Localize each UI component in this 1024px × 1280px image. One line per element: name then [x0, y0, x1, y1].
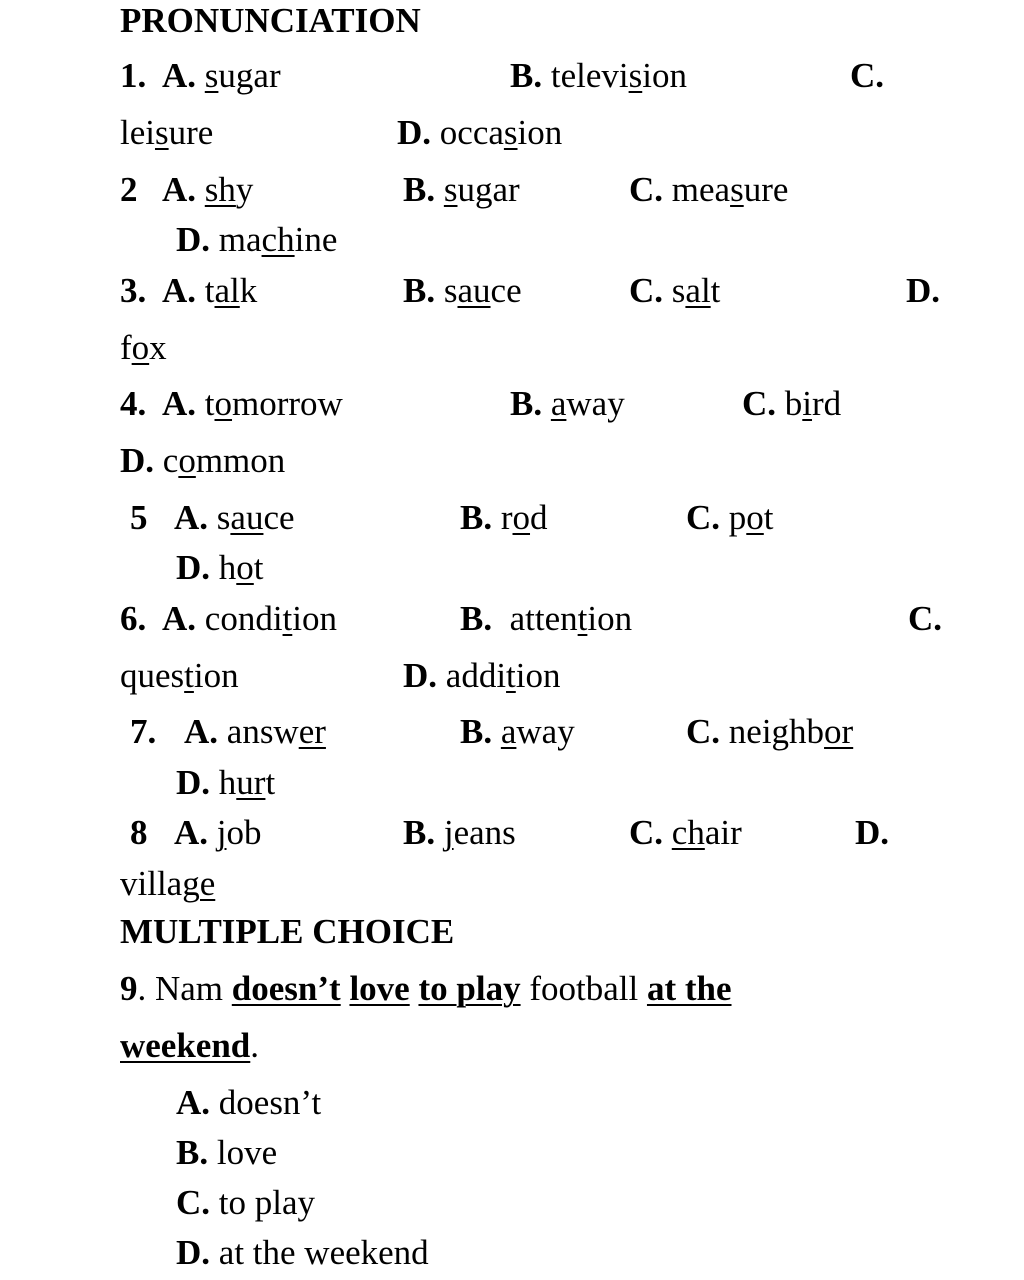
- option-letter: B.: [510, 56, 543, 95]
- word-part: rd: [812, 384, 842, 423]
- option-word: [205, 384, 343, 423]
- underlined-sound: s: [154, 113, 169, 152]
- underlined-sound: o: [131, 328, 150, 367]
- option-letter: D.: [176, 763, 211, 802]
- spacer: [196, 170, 205, 209]
- word-part: ion: [642, 56, 687, 95]
- spacer: [210, 548, 219, 587]
- spacer: [208, 498, 217, 537]
- question-9-line1: [138, 969, 732, 1008]
- underlined-sound: al: [685, 271, 711, 310]
- answer-option-a[interactable]: [176, 1085, 321, 1120]
- option-word: [444, 170, 520, 209]
- spacer: [431, 113, 440, 152]
- word-part: s: [671, 271, 686, 310]
- answer-option-b[interactable]: [460, 500, 548, 535]
- option-letter: B.: [403, 813, 436, 852]
- underlined-sound: i: [802, 384, 813, 423]
- word-part: lei: [120, 113, 155, 152]
- answer-option-d[interactable]: [176, 550, 264, 585]
- answer-option-b[interactable]: [403, 273, 522, 308]
- question-number: 7.: [130, 712, 157, 751]
- spacer: [542, 384, 551, 423]
- option-letter: B.: [460, 498, 493, 537]
- spacer: [210, 1083, 219, 1122]
- word-part: h: [218, 763, 237, 802]
- underlined-sound: s: [503, 113, 518, 152]
- question-9-line2: [120, 1026, 259, 1065]
- underlined-sound: a: [500, 712, 517, 751]
- underlined-sound: o: [746, 498, 764, 537]
- word-part: atten: [509, 599, 578, 638]
- option-text: doesn’t: [218, 1083, 322, 1122]
- underlined-sound: ur: [236, 763, 266, 802]
- answer-option-a[interactable]: [174, 815, 262, 850]
- option-letter: C.: [908, 599, 943, 638]
- word-part: r: [500, 498, 513, 537]
- option-word: [163, 441, 286, 480]
- option-word: [501, 712, 575, 751]
- word-part: answ: [226, 712, 299, 751]
- underlined-sound: t: [577, 599, 588, 638]
- option-letter: D.: [397, 113, 432, 152]
- option-word: [672, 170, 789, 209]
- option-letter: A.: [174, 813, 209, 852]
- word-part: s: [443, 271, 458, 310]
- underlined-sound: o: [178, 441, 196, 480]
- spacer: [435, 170, 444, 209]
- option-word: [219, 220, 338, 259]
- option-letter: A.: [162, 384, 197, 423]
- answer-option-d[interactable]: [176, 765, 275, 800]
- word-part: c: [162, 441, 179, 480]
- word-part: t: [204, 271, 215, 310]
- option-letter: C.: [629, 271, 664, 310]
- option-word: [120, 656, 239, 695]
- spacer: [196, 56, 205, 95]
- word-part: ugar: [218, 56, 281, 95]
- spacer: [492, 599, 510, 638]
- option-word: [219, 763, 275, 802]
- answer-option-d[interactable]: [176, 222, 337, 257]
- answer-option-a[interactable]: [174, 500, 295, 535]
- underlined-sound: o: [236, 548, 254, 587]
- answer-option-b[interactable]: [403, 172, 520, 207]
- option-letter: C.: [176, 1183, 211, 1222]
- option-letter: C.: [686, 712, 721, 751]
- underlined-sound: j: [216, 813, 227, 852]
- question-number: 6.: [120, 599, 147, 638]
- option-letter: A.: [162, 56, 197, 95]
- option-text: to play: [218, 1183, 316, 1222]
- word-part: ion: [587, 599, 633, 638]
- stem-text: .: [250, 1026, 260, 1065]
- word-part: neighb: [728, 712, 825, 751]
- spacer: [776, 384, 785, 423]
- option-letter: C.: [629, 170, 664, 209]
- option-letter: A.: [162, 599, 197, 638]
- answer-option-d[interactable]: [120, 443, 285, 478]
- option-letter: D.: [176, 548, 211, 587]
- spacer: [542, 56, 551, 95]
- option-letter: D.: [403, 656, 438, 695]
- underlined-sound: er: [298, 712, 326, 751]
- underlined-phrase: doesn’t: [231, 969, 341, 1008]
- option-word: [729, 712, 853, 751]
- answer-option-c[interactable]: [686, 714, 853, 749]
- option-letter: A.: [162, 271, 197, 310]
- option-word: [444, 813, 516, 852]
- option-word: [551, 56, 687, 95]
- option-word: [205, 56, 281, 95]
- word-part: condi: [204, 599, 283, 638]
- option-letter: B.: [176, 1133, 209, 1172]
- option-word: [205, 271, 258, 310]
- word-part: k: [239, 271, 258, 310]
- underlined-sound: s: [443, 170, 458, 209]
- answer-option-c[interactable]: [120, 115, 213, 150]
- underlined-sound: ch: [261, 220, 295, 259]
- spacer: [720, 498, 729, 537]
- question-number: 5: [130, 498, 148, 537]
- option-text: love: [216, 1133, 278, 1172]
- spacer: [196, 599, 205, 638]
- option-letter: D.: [855, 813, 890, 852]
- spacer: [210, 1233, 219, 1272]
- spacer: [435, 813, 444, 852]
- word-part: ion: [517, 113, 563, 152]
- heading-pronunciation: PRONUNCIATION: [120, 1, 421, 40]
- answer-option-a[interactable]: [184, 714, 326, 749]
- question-9-stem-line2: [120, 1028, 259, 1063]
- word-part: t: [253, 548, 264, 587]
- word-part: ugar: [457, 170, 520, 209]
- answer-option-c[interactable]: [629, 273, 720, 308]
- word-part: x: [149, 328, 167, 367]
- word-part: addi: [445, 656, 507, 695]
- word-part: d: [530, 498, 548, 537]
- word-part: b: [784, 384, 803, 423]
- spacer: [663, 271, 672, 310]
- word-part: f: [120, 328, 132, 367]
- question-number: 2: [120, 170, 138, 209]
- underlined-sound: a: [550, 384, 567, 423]
- word-part: eans: [453, 813, 516, 852]
- word-part: ion: [292, 599, 338, 638]
- answer-option-a[interactable]: [162, 386, 343, 421]
- answer-option-b[interactable]: [460, 601, 632, 636]
- answer-option-d[interactable]: [176, 1235, 429, 1270]
- answer-option-d[interactable]: [120, 866, 215, 901]
- spacer: [210, 763, 219, 802]
- spacer: [210, 1183, 219, 1222]
- word-part: t: [204, 384, 215, 423]
- option-word: [501, 498, 548, 537]
- spacer: [435, 271, 444, 310]
- underlined-sound: ge: [182, 864, 216, 903]
- underlined-phrase: to play: [418, 969, 521, 1008]
- answer-option-c[interactable]: [742, 386, 841, 421]
- word-part: ure: [743, 170, 789, 209]
- answer-option-c[interactable]: [176, 1185, 315, 1220]
- option-letter: A.: [184, 712, 219, 751]
- spacer: [196, 271, 205, 310]
- option-letter: B.: [403, 170, 436, 209]
- word-part: ure: [168, 113, 214, 152]
- underlined-sound: au: [230, 498, 264, 537]
- option-word: [444, 271, 522, 310]
- answer-option-b[interactable]: [460, 714, 575, 749]
- option-text: at the weekend: [218, 1233, 429, 1272]
- word-part: morrow: [232, 384, 343, 423]
- option-word: [120, 864, 215, 903]
- option-word: [672, 813, 742, 852]
- spacer: [663, 813, 672, 852]
- option-word: [672, 271, 721, 310]
- word-part: occa: [439, 113, 504, 152]
- word-part: ion: [515, 656, 561, 695]
- answer-option-b[interactable]: [403, 815, 516, 850]
- option-letter: C.: [629, 813, 664, 852]
- stem-text: . Nam: [137, 969, 232, 1008]
- word-part: p: [728, 498, 747, 537]
- word-part: ques: [120, 656, 185, 695]
- option-word: [120, 328, 167, 367]
- option-word: [785, 384, 841, 423]
- option-word: [205, 170, 254, 209]
- question-number: 1.: [120, 56, 147, 95]
- underlined-sound: sh: [204, 170, 236, 209]
- word-part: televi: [550, 56, 629, 95]
- spacer: [210, 220, 219, 259]
- spacer: [208, 813, 217, 852]
- underlined-phrase: at the: [646, 969, 732, 1008]
- answer-option-c[interactable]: [629, 815, 742, 850]
- question-9-stem: [120, 971, 732, 1006]
- word-part: t: [763, 498, 774, 537]
- word-part: t: [265, 763, 276, 802]
- answer-option-a[interactable]: [162, 172, 253, 207]
- option-letter: A.: [176, 1083, 211, 1122]
- option-letter: C.: [742, 384, 777, 423]
- answer-option-c[interactable]: [629, 172, 788, 207]
- underlined-phrase: love: [349, 969, 410, 1008]
- underlined-sound: t: [282, 599, 293, 638]
- option-word: [729, 498, 774, 537]
- option-word: [446, 656, 561, 695]
- option-letter: D.: [176, 1233, 211, 1272]
- word-part: t: [710, 271, 721, 310]
- word-part: villa: [120, 864, 183, 903]
- answer-option-d[interactable]: [403, 658, 561, 693]
- spacer: [196, 384, 205, 423]
- underlined-sound: al: [214, 271, 240, 310]
- underlined-sound: ch: [671, 813, 705, 852]
- spacer: [218, 712, 227, 751]
- option-letter: B.: [403, 271, 436, 310]
- spacer: [492, 712, 501, 751]
- word-part: ce: [490, 271, 522, 310]
- question-number: 8: [130, 813, 148, 852]
- option-word: [217, 498, 295, 537]
- underlined-sound: o: [512, 498, 531, 537]
- option-letter: A.: [162, 170, 197, 209]
- underlined-sound: j: [443, 813, 454, 852]
- underlined-phrase: weekend: [120, 1026, 251, 1065]
- word-part: way: [516, 712, 575, 751]
- option-letter: C.: [850, 56, 885, 95]
- option-letter: C.: [686, 498, 721, 537]
- stem-text: football: [520, 969, 647, 1008]
- underlined-sound: s: [628, 56, 643, 95]
- word-part: mea: [671, 170, 731, 209]
- answer-option-c[interactable]: [120, 658, 239, 693]
- word-part: s: [216, 498, 231, 537]
- option-letter: A.: [174, 498, 209, 537]
- spacer: [492, 498, 501, 537]
- option-letter: D.: [120, 441, 155, 480]
- option-letter: B.: [460, 599, 493, 638]
- answer-option-b[interactable]: [510, 58, 687, 93]
- option-letter: D.: [906, 271, 941, 310]
- spacer: [663, 170, 672, 209]
- answer-option-a[interactable]: [162, 273, 257, 308]
- option-letter: B.: [510, 384, 543, 423]
- answer-option-b[interactable]: [176, 1135, 277, 1170]
- answer-option-a[interactable]: [162, 58, 281, 93]
- spacer: [154, 441, 163, 480]
- spacer: [208, 1133, 217, 1172]
- answer-option-b[interactable]: [510, 386, 625, 421]
- question-number: 3.: [120, 271, 147, 310]
- option-word: [120, 113, 213, 152]
- word-part: h: [218, 548, 237, 587]
- answer-option-a[interactable]: [162, 601, 337, 636]
- question-number: 4.: [120, 384, 147, 423]
- word-part: air: [704, 813, 742, 852]
- underlined-sound: t: [184, 656, 194, 695]
- word-part: ce: [263, 498, 295, 537]
- heading-multiple-choice: MULTIPLE CHOICE: [120, 912, 455, 951]
- underlined-sound: o: [214, 384, 233, 423]
- option-letter: B.: [460, 712, 493, 751]
- underlined-sound: or: [824, 712, 854, 751]
- option-word: [227, 712, 326, 751]
- word-part: mmon: [195, 441, 286, 480]
- word-part: ma: [218, 220, 262, 259]
- option-word: [440, 113, 562, 152]
- question-number: 9: [120, 969, 138, 1008]
- option-word: [217, 813, 262, 852]
- underlined-sound: s: [204, 56, 219, 95]
- underlined-sound: t: [506, 656, 516, 695]
- answer-option-c[interactable]: [686, 500, 774, 535]
- underlined-sound: au: [457, 271, 491, 310]
- spacer: [720, 712, 729, 751]
- option-letter: D.: [176, 220, 211, 259]
- word-part: y: [235, 170, 254, 209]
- option-word: [551, 384, 625, 423]
- option-word: [205, 599, 337, 638]
- answer-option-d[interactable]: [397, 115, 562, 150]
- spacer: [437, 656, 446, 695]
- word-part: ob: [226, 813, 262, 852]
- word-part: way: [566, 384, 625, 423]
- answer-option-d[interactable]: [120, 330, 167, 365]
- word-part: ine: [294, 220, 338, 259]
- underlined-sound: s: [730, 170, 744, 209]
- option-word: [219, 548, 264, 587]
- option-word: [510, 599, 633, 638]
- word-part: ion: [193, 656, 239, 695]
